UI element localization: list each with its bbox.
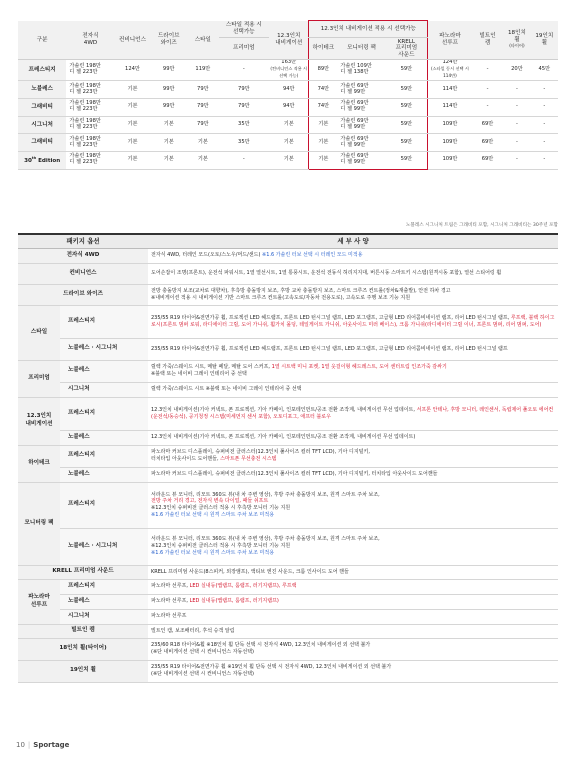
option-name: 18인치 휠(타이어): [18, 638, 148, 660]
panorama-price: 109만: [428, 134, 472, 152]
spec-row-drive-wise: [18, 284, 558, 305]
monitoring-price: 가솔린 109만 디 젤 138만: [337, 60, 385, 81]
premium-price: 35만: [219, 116, 269, 134]
nav12-price: 163만 (컨비니언스 적용 시 선택 가능): [269, 60, 309, 81]
wheel18-price: -: [503, 81, 530, 99]
monitoring-price: 가솔린 69만 디 젤 99만: [337, 151, 385, 169]
price-row-30th-edition: [18, 151, 558, 169]
style-price: 119만: [187, 60, 219, 81]
engine-price: 가솔린 198만 디 젤 223만: [66, 98, 114, 116]
style-price: 기본: [187, 151, 219, 169]
wheel18-price: -: [503, 98, 530, 116]
option-desc: 파노라마 커브드 디스플레이, 슈퍼비전 클러스터(12.3인치 풀사이즈 컬러 TFT LCD), 기아 디지털키, 터치타입 아웃사이드 도어핸들: [148, 467, 558, 482]
panorama-price: 109만: [428, 151, 472, 169]
option-desc: 파노라마 선루프: [148, 609, 558, 624]
spec-row-4wd: [18, 248, 558, 263]
col-trim: 구분: [18, 21, 66, 60]
krell-price: 59만: [386, 116, 428, 134]
drive-wise-price: 99만: [150, 98, 187, 116]
engine-price: 가솔린 198만 디 젤 223만: [66, 151, 114, 169]
trim-sub: 노블레스: [60, 360, 148, 382]
spec-row-hitech-noblesse: [18, 467, 558, 482]
option-name: 12.3인치 내비게이션: [18, 397, 60, 445]
spec-row-monitoring-prestige: [18, 482, 558, 528]
option-desc: 서라운드 뷰 모니터, 리모트 360도 뷰(내 차 주변 영상), 후방 주차 충돌방지 보조, 원격 스마트 주차 보조, 전방 주차 거리 경고, 전자식 변속 다이얼, 패들 쉬프트 ※12.3인치 슈퍼비전 클러스터 적용 시 후측방 모니터 기능 지원 ※1.6 가솔린 터보 선택 시 원격 스마트 주차 보조 미적용: [148, 482, 558, 528]
builtin-cam-price: 69만: [472, 116, 504, 134]
price-row-signature: [18, 116, 558, 134]
style-price: 79만: [187, 116, 219, 134]
price-table: [18, 20, 558, 170]
col-krell: KRELL 프리미엄 사운드: [386, 38, 428, 60]
engine-price: 가솔린 198만 디 젤 223만: [66, 60, 114, 81]
spec-row-panorama-noblesse: [18, 594, 558, 609]
monitoring-price: 가솔린 69만 디 젤 99만: [337, 116, 385, 134]
option-name: KRELL 프리미엄 사운드: [18, 565, 148, 579]
wheel18-price: -: [503, 134, 530, 152]
option-desc: 빌트인 캠, 보조배터리, 후석 승객 알림: [148, 624, 558, 638]
wheel18-price: 20만: [503, 60, 530, 81]
builtin-cam-price: -: [472, 60, 504, 81]
hitech-price: 74만: [309, 98, 337, 116]
option-name: 컨비니언스: [18, 263, 148, 284]
engine-price: 가솔린 198만 디 젤 223만: [66, 134, 114, 152]
option-desc: 릴렉 가죽/스웨이드 시트 ※블랙 또는 네이비 그레이 인테리어 중 선택: [148, 382, 558, 397]
monitoring-price: 가솔린 69만 디 젤 99만: [337, 81, 385, 99]
price-row-gravity: [18, 98, 558, 116]
spec-row-hitech-prestige: [18, 445, 558, 467]
col-hitech: 하이테크: [309, 38, 337, 60]
wheel19-price: -: [531, 134, 558, 152]
convenience-price: 기본: [115, 98, 151, 116]
nav12-price: 94만: [269, 98, 309, 116]
trim-sub: 노블레스 · 시그니처: [60, 338, 148, 360]
col-wheel19: 19인치 휠: [531, 21, 558, 60]
trim-sub: 프레스티지: [60, 305, 148, 338]
panorama-price: 114만: [428, 81, 472, 99]
col-nav-group: 12.3인치 내비게이션 적용 시 선택가능: [309, 21, 428, 38]
spec-row-krell: [18, 565, 558, 579]
premium-price: -: [219, 151, 269, 169]
page-number: 10: [16, 741, 25, 749]
option-name: 빌트인 캠: [18, 624, 148, 638]
nav12-price: 94만: [269, 81, 309, 99]
option-desc: 235/60 R18 타이어&휠 ※18인치 휠 단독 선택 시 전자식 4WD, 12.3인치 내비게이션 외 선택 불가 (※단 내비게이션 선택 시 컨비니언스 자동선택): [148, 638, 558, 660]
spec-header-detail: 세 부 사 양: [148, 234, 558, 248]
trim-name: 30th Edition: [18, 151, 66, 169]
col-style-group: 스타일 적용 시 선택가능: [219, 21, 269, 38]
option-desc: 릴렉 가죽/스웨이드 시트, 메탈 페달, 메탈 도어 스커프, 1열 시트백 미니 포켓, 1열 옷걸이형 헤드레스트, 도어 센터트림 인조가죽 감싸기 ※블랙 또는 네이비 그레이 인테리어 중 선택: [148, 360, 558, 382]
convenience-price: 기본: [115, 81, 151, 99]
option-desc: 파노라마 선루프, LED 실내등(맵램프, 룸램프, 러기지램프), 루프랙: [148, 579, 558, 594]
drive-wise-price: 기본: [150, 151, 187, 169]
option-desc: KRELL 프리미엄 사운드(8스피커, 외장앰프), 액티브 엔진 사운드, 크롬 인사이드 도어 핸들: [148, 565, 558, 579]
option-name: 스타일: [18, 305, 60, 360]
krell-price: 59만: [386, 134, 428, 152]
spec-row-nav-noblesse: [18, 430, 558, 445]
trim-sub: 시그니처: [60, 382, 148, 397]
trim-sub: 노블레스 · 시그니처: [60, 528, 148, 565]
style-price: 기본: [187, 134, 219, 152]
engine-price: 가솔린 198만 디 젤 223만: [66, 116, 114, 134]
trim-name: 시그니처: [18, 116, 66, 134]
spec-row-wheel19: [18, 660, 558, 682]
page-footer: [16, 741, 69, 749]
hitech-price: 74만: [309, 81, 337, 99]
krell-price: 59만: [386, 81, 428, 99]
convenience-price: 124만: [115, 60, 151, 81]
premium-price: 35만: [219, 134, 269, 152]
wheel18-price: -: [503, 151, 530, 169]
builtin-cam-price: -: [472, 81, 504, 99]
spec-table: [18, 233, 558, 683]
trim-name: 그래비티: [18, 134, 66, 152]
spec-row-panorama-prestige: [18, 579, 558, 594]
option-desc: 12.3인치 내비게이션(기아 커넥트, 폰 프로젝션, 기아 카페이, 인포테인먼트/공조 전환 조작계, 내비게이션 무선 업데이트): [148, 430, 558, 445]
col-drive-wise: 드라이브 와이즈: [150, 21, 187, 60]
nav12-price: 기본: [269, 151, 309, 169]
price-footnote: 노블레스 시그니처 트림은 그래비티 포함, 시그니처 그래비티는 30주년 포함: [405, 223, 558, 228]
krell-price: 59만: [386, 98, 428, 116]
brand-name: Sportage: [33, 741, 70, 749]
option-desc: 전자식 4WD, 터레인 모드(오토/스노우/머드/샌드) ※1.6 가솔린 터보 선택 시 터레인 모드 미적용: [148, 248, 558, 263]
builtin-cam-price: 69만: [472, 134, 504, 152]
trim-name: 노블레스: [18, 81, 66, 99]
trim-sub: 프레스티지: [60, 397, 148, 430]
spec-row-convenience: [18, 263, 558, 284]
option-name: 드라이브 와이즈: [18, 284, 148, 305]
option-name: 전자식 4WD: [18, 248, 148, 263]
col-wheel18: 18인치 휠 (타이어): [503, 21, 530, 60]
col-monitoring: 모니터링 팩: [337, 38, 385, 60]
spec-row-premium-signature: [18, 382, 558, 397]
price-row-noblesse: [18, 81, 558, 99]
spec-row-style-noblesse: [18, 338, 558, 360]
nav12-price: 기본: [269, 116, 309, 134]
style-price: 79만: [187, 98, 219, 116]
krell-price: 59만: [386, 60, 428, 81]
col-builtin-cam: 빌트인 캠: [472, 21, 504, 60]
monitoring-price: 가솔린 69만 디 젤 99만: [337, 134, 385, 152]
col-4wd: 전자식 4WD: [66, 21, 114, 60]
wheel19-price: -: [531, 151, 558, 169]
option-name: 모니터링 팩: [18, 482, 60, 565]
option-desc: 파노라마 선루프, LED 실내등(맵램프, 룸램프, 러기지램프): [148, 594, 558, 609]
price-row-prestige: [18, 60, 558, 81]
spec-row-panorama-signature: [18, 609, 558, 624]
col-nav12: 12.3인치 내비게이션: [269, 21, 309, 60]
panorama-price: 124만 (스타일 동시 선택 시 114만): [428, 60, 472, 81]
drive-wise-price: 기본: [150, 134, 187, 152]
wheel18-price: -: [503, 116, 530, 134]
hitech-price: 기본: [309, 151, 337, 169]
style-price: 79만: [187, 81, 219, 99]
trim-sub: 프레스티지: [60, 445, 148, 467]
spec-row-premium-noblesse: [18, 360, 558, 382]
wheel19-price: -: [531, 116, 558, 134]
spec-row-style-prestige: [18, 305, 558, 338]
krell-price: 59만: [386, 151, 428, 169]
wheel19-price: -: [531, 98, 558, 116]
spec-header-option: 패키지 옵션: [18, 234, 148, 248]
spec-row-monitoring-noblesse: [18, 528, 558, 565]
nav12-price: 기본: [269, 134, 309, 152]
spec-row-builtin-cam: [18, 624, 558, 638]
builtin-cam-price: -: [472, 98, 504, 116]
option-desc: 도어손잡이 조명(프론트), 운전석 파워시트, 1열 열선시트, 1열 통풍시트, 운전석 전동식 허리지지대, 버튼시동 스마트키 시스템(원격시동 포함), 열선 스티어링 휠: [148, 263, 558, 284]
trim-name: 프레스티지: [18, 60, 66, 81]
builtin-cam-price: 69만: [472, 151, 504, 169]
option-desc: 전방 충돌방지 보조(교차로 대향차), 후측방 충돌방지 보조, 후방 교차 충돌방지 보조, 스마트 크루즈 컨트롤(정차&재출발), 안전 하차 경고 ※내비게이션 적용 시 내비게이션 기반 스마트 크루즈 컨트롤(고속도로/자동차 전용도로), 고속도로 주행 보조 기능 지원: [148, 284, 558, 305]
panorama-price: 114만: [428, 98, 472, 116]
spec-row-wheel18: [18, 638, 558, 660]
panorama-price: 109만: [428, 116, 472, 134]
option-name: 하이테크: [18, 445, 60, 482]
option-name: 파노라마 선루프: [18, 579, 60, 624]
premium-price: 79만: [219, 98, 269, 116]
trim-sub: 시그니처: [60, 609, 148, 624]
col-convenience: 컨비니언스: [115, 21, 151, 60]
premium-price: -: [219, 60, 269, 81]
drive-wise-price: 99만: [150, 81, 187, 99]
engine-price: 가솔린 198만 디 젤 223만: [66, 81, 114, 99]
drive-wise-price: 99만: [150, 60, 187, 81]
col-premium: 프리미엄: [219, 38, 269, 60]
hitech-price: 89만: [309, 60, 337, 81]
premium-price: 79만: [219, 81, 269, 99]
trim-sub: 노블레스: [60, 467, 148, 482]
convenience-price: 기본: [115, 151, 151, 169]
option-desc: 235/55 R19 타이어&전면가공 휠 ※19인치 휠 단독 선택 시 전자식 4WD, 12.3인치 내비게이션 외 선택 불가 (※단 내비게이션 선택 시 컨비니언스 자동선택): [148, 660, 558, 682]
trim-sub: 노블레스: [60, 594, 148, 609]
price-row-gravity-2: [18, 134, 558, 152]
drive-wise-price: 기본: [150, 116, 187, 134]
option-desc: 파노라마 커브드 디스플레이, 슈퍼비전 클러스터(12.3인치 풀사이즈 컬러 TFT LCD), 기아 디지털키, 터치타입 아웃사이드 도어핸들, 스마트폰 무선충전 시스템: [148, 445, 558, 467]
convenience-price: 기본: [115, 116, 151, 134]
convenience-price: 기본: [115, 134, 151, 152]
option-desc: 서라운드 뷰 모니터, 리모트 360도 뷰(내 차 주변 영상), 후방 주차 충돌방지 보조, 원격 스마트 주차 보조, ※12.3인치 슈퍼비전 클러스터 적용 시 후측방 모니터 기능 지원 ※1.6 가솔린 터보 선택 시 원격 스마트 주차 보조 미적용: [148, 528, 558, 565]
spec-row-nav-prestige: [18, 397, 558, 430]
option-desc: 235/55 R19 타이어&전면가공 휠, 프로젝션 LED 헤드램프, 프론트 LED 턴시그널 램프, LED 포그램프, 고급형 LED 리어콤비네이션 램프, 리어 LED 턴시그널 램프: [148, 338, 558, 360]
wheel19-price: 45만: [531, 60, 558, 81]
col-panorama: 파노라마 선루프: [428, 21, 472, 60]
trim-sub: 노블레스: [60, 430, 148, 445]
footer-divider: |: [27, 741, 31, 749]
wheel19-price: -: [531, 81, 558, 99]
option-desc: 12.3인치 내비게이션(기아 커넥트, 폰 프로젝션, 기아 카페이, 인포테인먼트/공조 전환 조작계, 내비게이션 무선 업데이트, 서프톤 안테나, 후방 모니터, 레인센서, 독립제어 풀오토 에어컨(운전석/동승석), 공기청정 시스템(미세먼지 센서 포함), 오토디포그, 애프터 블로우: [148, 397, 558, 430]
trim-name: 그래비티: [18, 98, 66, 116]
option-name: 19인치 휠: [18, 660, 148, 682]
trim-sub: 프레스티지: [60, 482, 148, 528]
hitech-price: 기본: [309, 134, 337, 152]
hitech-price: 기본: [309, 116, 337, 134]
option-desc: 235/55 R19 타이어&전면가공 휠, 프로젝션 LED 헤드램프, 프론트 LED 턴시그널 램프, LED 포그램프, 고급형 LED 리어콤비네이션 램프, 리어 LED 턴시그널 램프, 루프랙, 블랙 하이그로시(프론트 범퍼 로워, 라디에이터 그릴, 도어 가니쉬, 휠가치 몰딩, 테일게이트 가니쉬, 아웃사이드 미러 베이스), 크롬 가니쉬(라디에이터 그릴 이너, 프론트 범퍼, 리어 범퍼, 도어): [148, 305, 558, 338]
col-style: 스타일: [187, 21, 219, 60]
trim-sub: 프레스티지: [60, 579, 148, 594]
option-name: 프리미엄: [18, 360, 60, 397]
monitoring-price: 가솔린 69만 디 젤 99만: [337, 98, 385, 116]
